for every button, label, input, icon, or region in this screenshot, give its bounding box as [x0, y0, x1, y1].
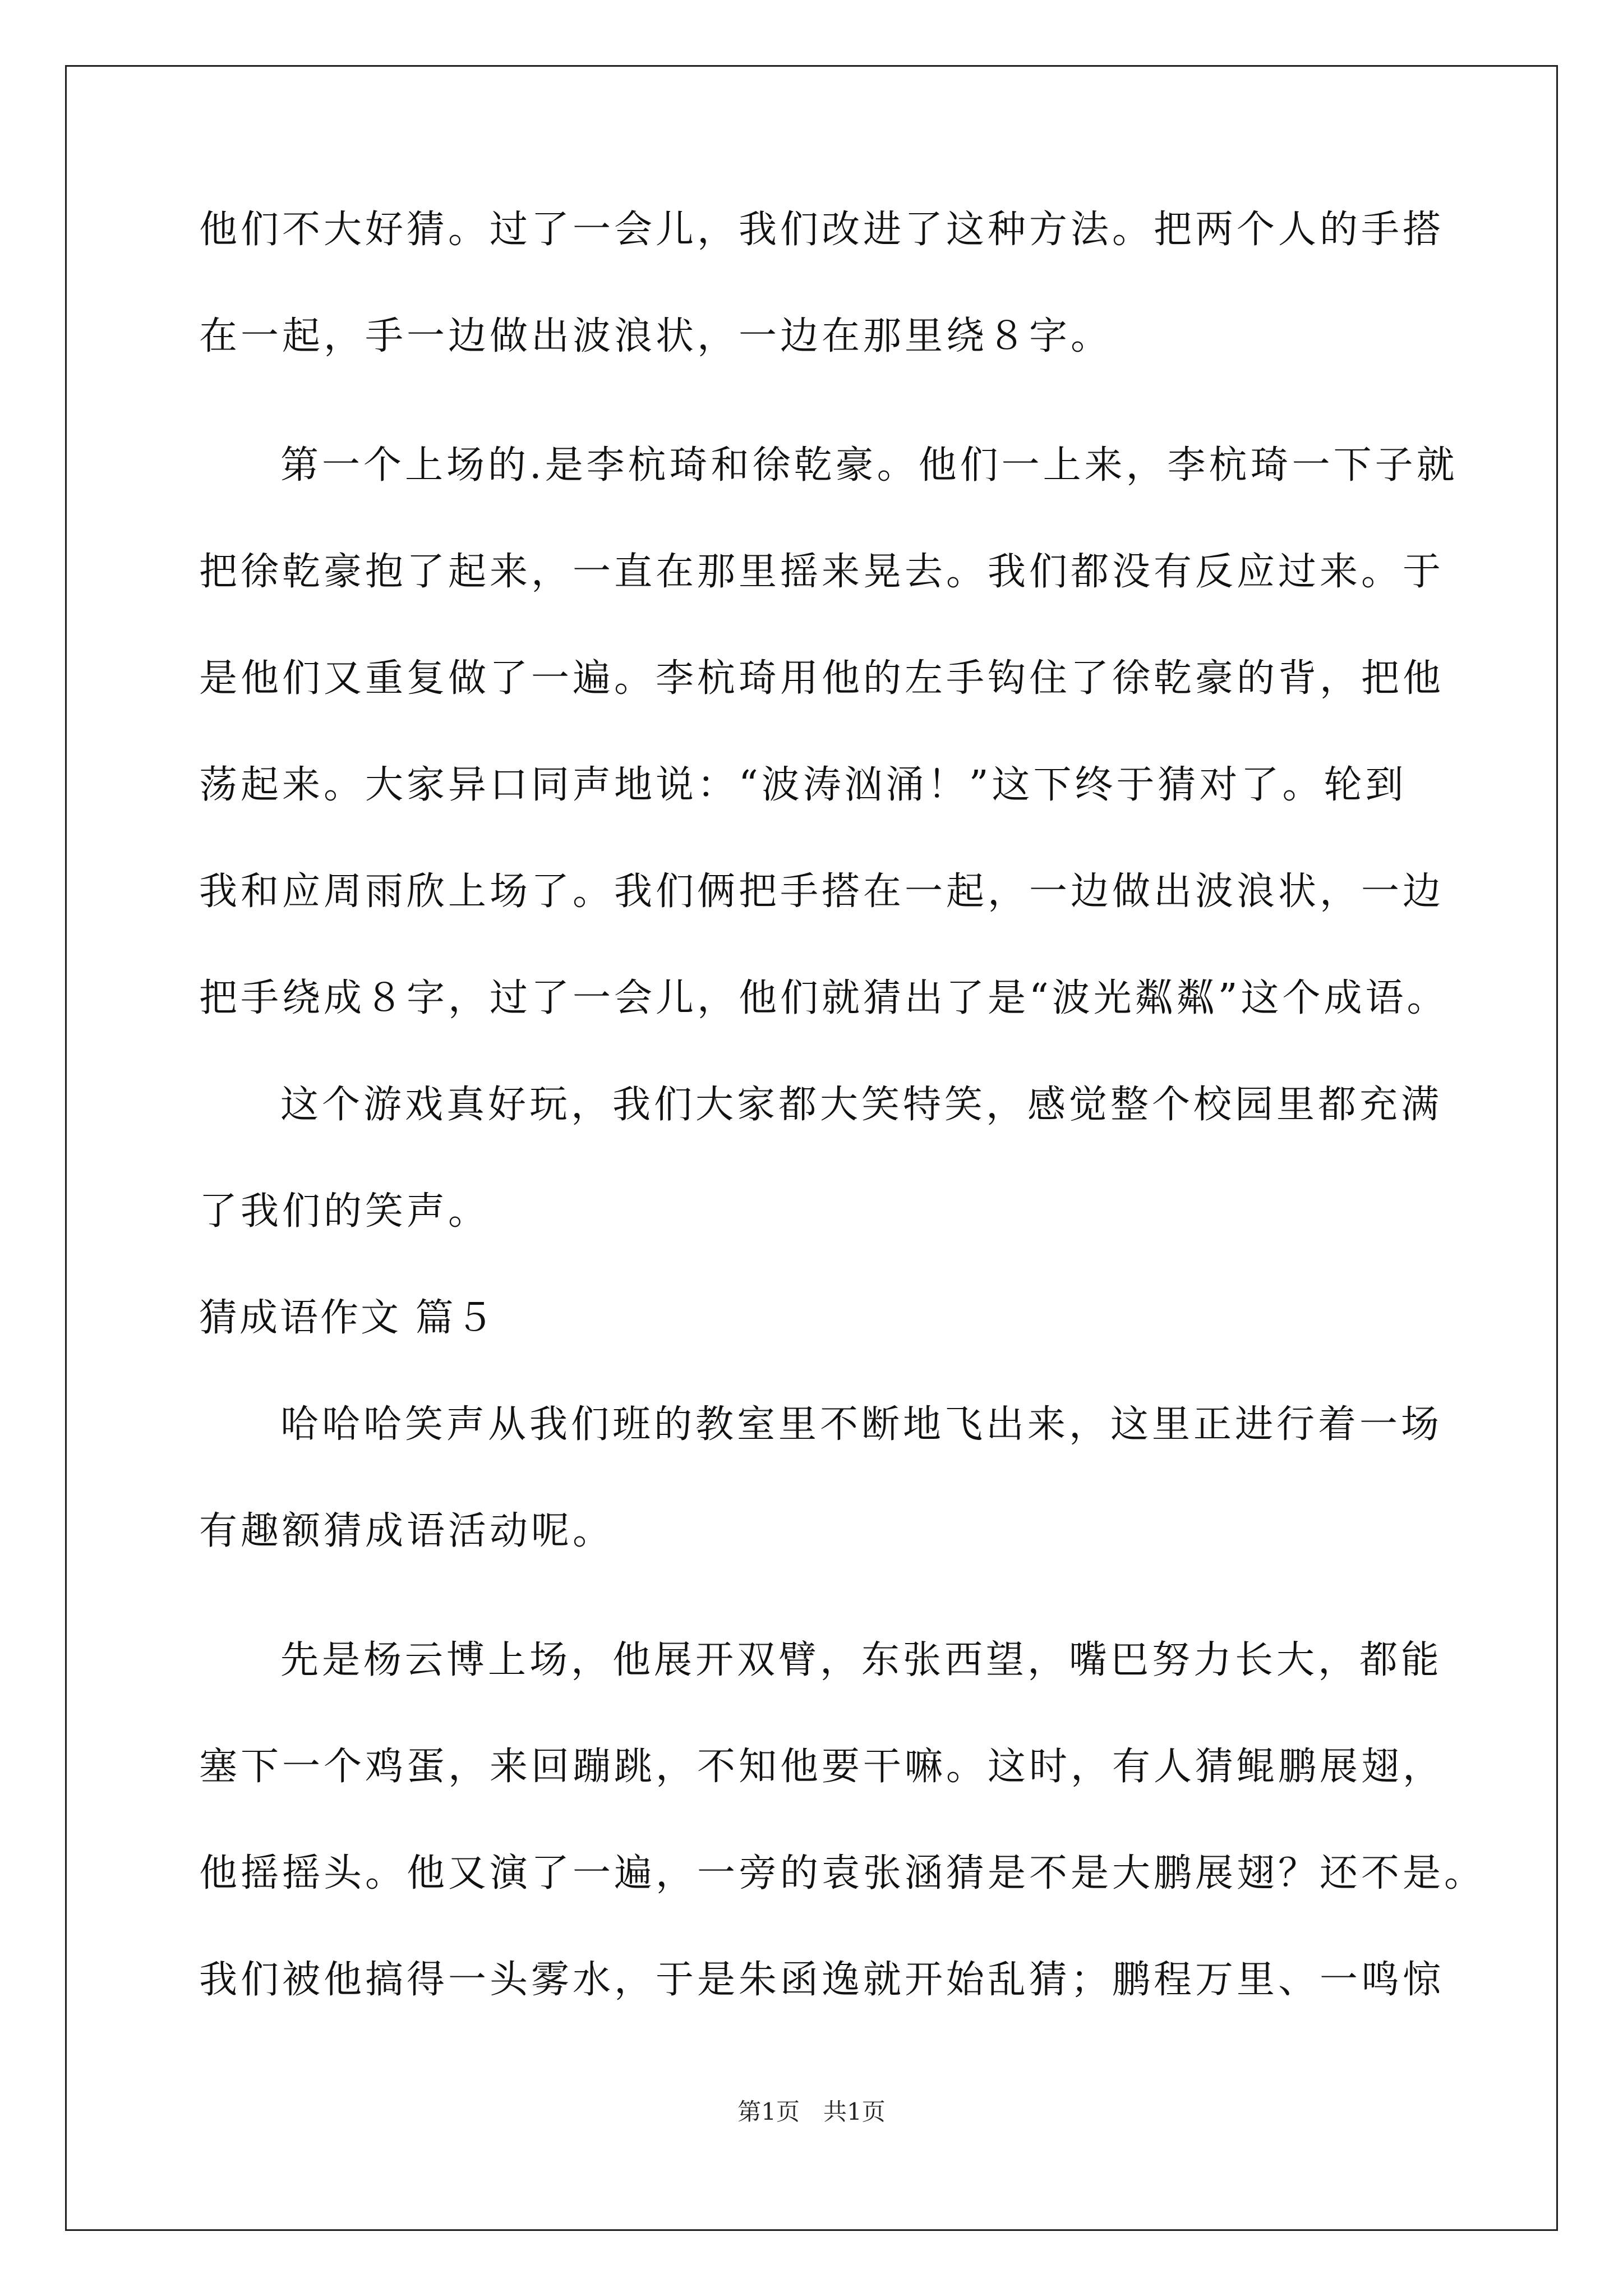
paragraph-start-line-9: 这个游戏真好玩，我们大家都大笑特笑，感觉整个校园里都充满	[280, 1083, 1443, 1127]
text-line-13: 有趣额猜成语活动呢。	[199, 1509, 615, 1553]
text-line-16: 他摇摇头。他又演了一遍，一旁的袁张涵猜是不是大鹏展翅？还不是。	[199, 1851, 1486, 1895]
text-line-5: 是他们又重复做了一遍。李杭琦用他的左手钩住了徐乾豪的背，把他	[199, 656, 1445, 701]
text-line-1: 他们不大好猜。过了一会儿，我们改进了这种方法。把两个人的手搭	[199, 208, 1445, 252]
text-line-10: 了我们的笑声。	[199, 1189, 490, 1234]
text-line-8: 把手绕成８字，过了一会儿，他们就猜出了是“波光粼粼”这个成语。	[199, 976, 1449, 1020]
text-line-15: 塞下一个鸡蛋，来回蹦跳，不知他要干嘛。这时，有人猜鲲鹏展翅，	[199, 1745, 1445, 1789]
paragraph-start-line-12: 哈哈哈笑声从我们班的教室里不断地飞出来，这里正进行着一场	[280, 1402, 1443, 1447]
text-line-17: 我们被他搞得一头雾水，于是朱函逸就开始乱猜；鹏程万里、一鸣惊	[199, 1958, 1445, 2002]
text-line-4: 把徐乾豪抱了起来，一直在那里摇来晃去。我们都没有反应过来。于	[199, 550, 1445, 594]
text-line-2: 在一起，手一边做出波浪状，一边在那里绕８字。	[199, 314, 1113, 358]
page-number-footer: 第1页 共1页	[737, 2098, 886, 2125]
text-line-7: 我和应周雨欣上场了。我们俩把手搭在一起，一边做出波浪状，一边	[199, 869, 1445, 914]
page-border	[65, 65, 1558, 2231]
paragraph-start-line-14: 先是杨云博上场，他展开双臂，东张西望，嘴巴努力长大，都能	[280, 1638, 1443, 1682]
paragraph-start-line-3: 第一个上场的.是李杭琦和徐乾豪。他们一上来，李杭琦一下子就	[280, 443, 1458, 487]
section-heading: 猜成语作文 篇５	[199, 1296, 496, 1340]
text-line-6: 荡起来。大家异口同声地说：“波涛汹涌！”这下终于猜对了。轮到	[199, 763, 1407, 807]
